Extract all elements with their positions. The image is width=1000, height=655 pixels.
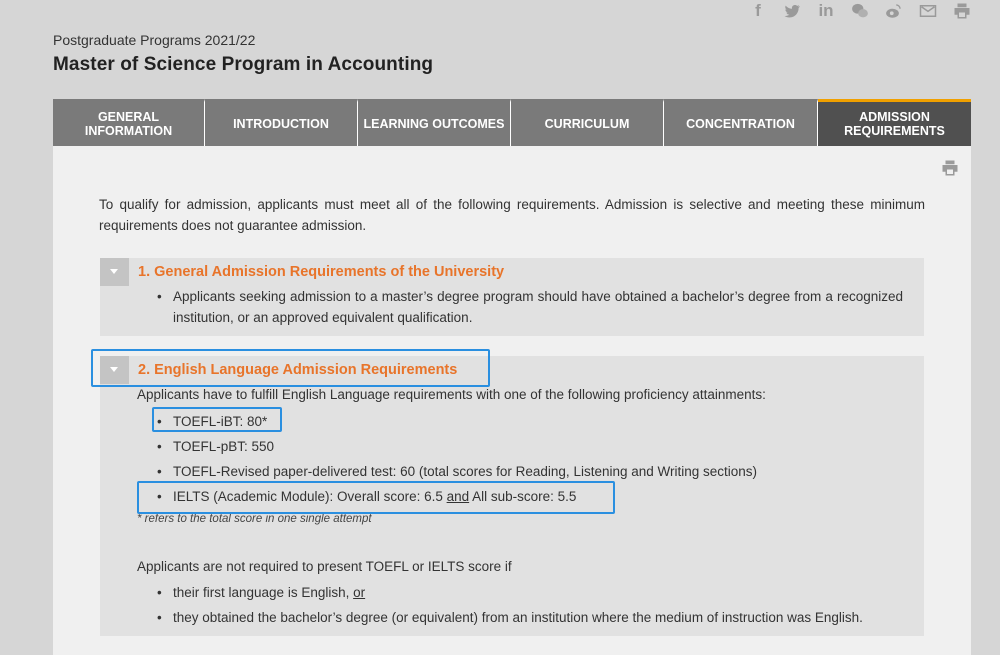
print-icon[interactable] bbox=[941, 159, 959, 177]
email-icon[interactable] bbox=[918, 2, 938, 20]
social-share-bar bbox=[748, 0, 972, 22]
tab-learning-outcomes[interactable]: LEARNING OUTCOMES bbox=[358, 99, 511, 146]
list-item: • they obtained the bachelor’s degree (or equivalent) from an institution where the medium of instruction was English. bbox=[153, 605, 863, 630]
tab-general-information[interactable]: GENERAL INFORMATION bbox=[53, 99, 205, 146]
collapse-toggle-button[interactable] bbox=[100, 356, 129, 384]
twitter-icon[interactable] bbox=[782, 2, 802, 20]
proficiency-list bbox=[153, 409, 757, 509]
list-item-toefl-ibt: • TOEFL-iBT: 80* bbox=[153, 409, 757, 434]
tab-admission-requirements[interactable]: ADMISSION REQUIREMENTS bbox=[818, 99, 971, 146]
list-item-toefl-pbt: • TOEFL-pBT: 550 bbox=[153, 434, 757, 459]
general-admission-section bbox=[100, 258, 924, 336]
tab-content-panel bbox=[53, 146, 971, 655]
print-icon[interactable] bbox=[952, 2, 972, 20]
admission-intro-text: To qualify for admission, applicants must meet all of the following requirements. Admission is selective and meeting these minimum requirements does not guarantee admission. bbox=[99, 197, 925, 233]
program-tabs bbox=[53, 99, 971, 146]
requirement-list bbox=[153, 286, 903, 328]
list-item: • Applicants seeking admission to a master’s degree program should have obtained a bachelor’s degree from a recognized institution, or an approved equivalent qualification. bbox=[153, 286, 903, 328]
score-footnote: * refers to the total score in one single attempt bbox=[137, 513, 372, 525]
linkedin-icon[interactable]: in bbox=[818, 1, 834, 20]
page-title: Master of Science Program in Accounting bbox=[53, 54, 434, 75]
tab-curriculum[interactable]: CURRICULUM bbox=[511, 99, 664, 146]
section-title[interactable]: 1. General Admission Requirements of the University bbox=[138, 264, 505, 280]
list-item-ielts: • IELTS (Academic Module): Overall score: 6.5 and All sub-score: 5.5 bbox=[153, 484, 757, 509]
program-year-label: Postgraduate Programs 2021/22 bbox=[53, 32, 256, 48]
list-item: • their first language is English, or bbox=[153, 580, 863, 605]
wechat-icon[interactable] bbox=[850, 2, 870, 20]
section-title[interactable]: 2. English Language Admission Requirements bbox=[138, 362, 458, 378]
exemption-lead: Applicants are not required to present TOEFL or IELTS score if bbox=[137, 559, 512, 574]
tab-concentration[interactable]: CONCENTRATION bbox=[664, 99, 818, 146]
facebook-icon[interactable]: f bbox=[755, 1, 761, 20]
tab-introduction[interactable]: INTRODUCTION bbox=[205, 99, 358, 146]
list-item-toefl-revised: • TOEFL-Revised paper-delivered test: 60 (total scores for Reading, Listening and Writing sections) bbox=[153, 459, 757, 484]
english-language-section bbox=[100, 356, 924, 636]
collapse-toggle-button[interactable] bbox=[100, 258, 129, 286]
exemption-list bbox=[153, 580, 863, 630]
english-requirement-lead: Applicants have to fulfill English Language requirements with one of the following proficiency attainments: bbox=[137, 387, 766, 402]
weibo-icon[interactable] bbox=[884, 2, 904, 20]
